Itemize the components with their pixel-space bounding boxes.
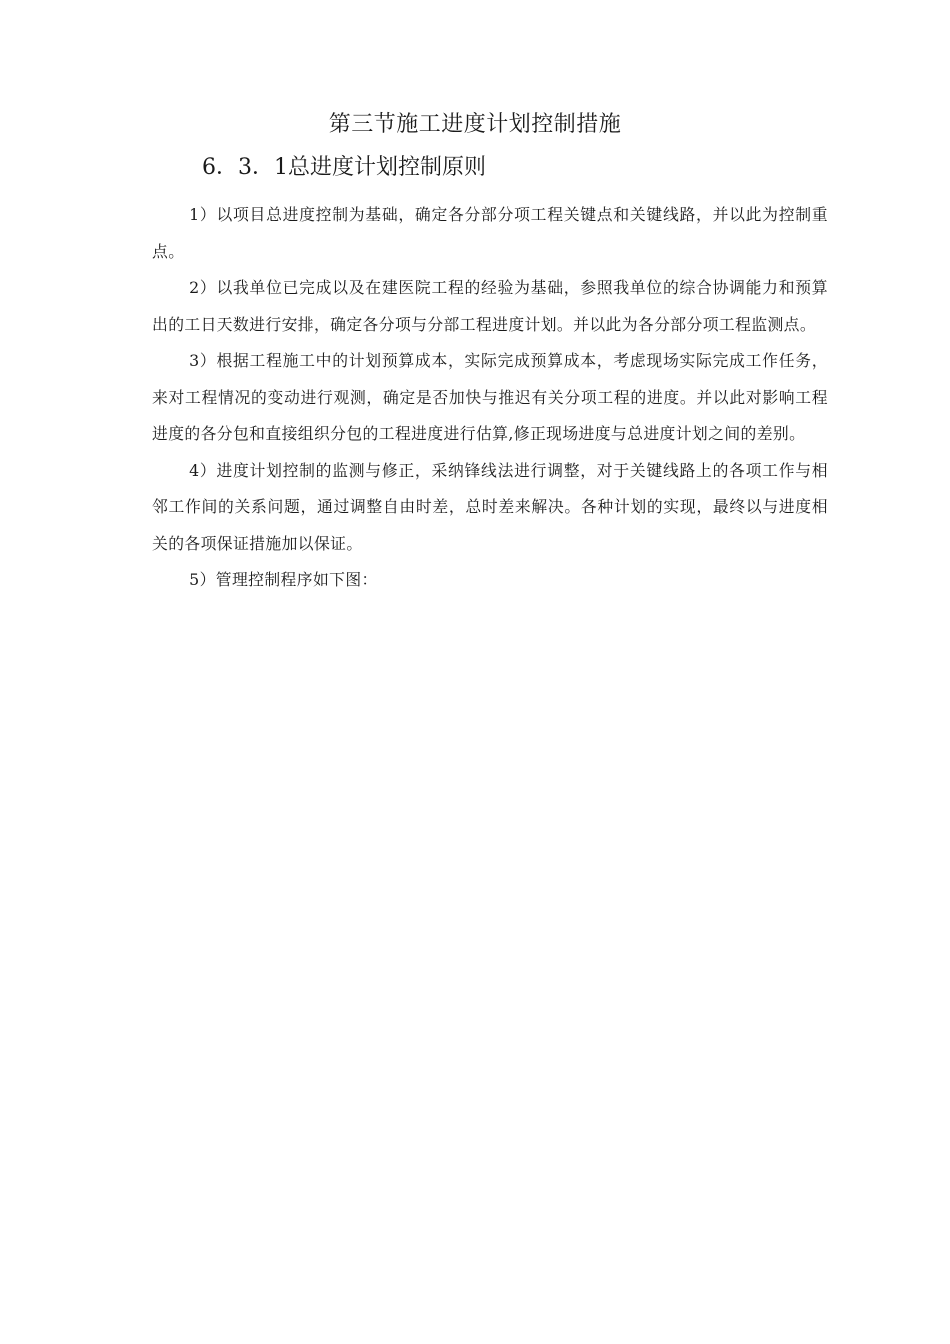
paragraph-3: 3）根据工程施工中的计划预算成本，实际完成预算成本，考虑现场实际完成工作任务，来对工程情况的变动进行观测，确定是否加快与推迟有关分项工程的进度。并以此对影响工程进度的各分包和直接组织分包的工程进度进行估算,修正现场进度与总进度计划之间的差别。 [152, 351, 828, 443]
paragraph-1: 1）以项目总进度控制为基础，确定各分部分项工程关键点和关键线路，并以此为控制重点。 [152, 205, 828, 261]
paragraph-5: 5）管理控制程序如下图： [189, 570, 378, 589]
subsection-title: 6．3．1总进度计划控制原则 [202, 155, 486, 180]
section-title: 第三节施工进度计划控制措施 [328, 112, 622, 137]
paragraph-2: 2）以我单位已完成以及在建医院工程的经验为基础，参照我单位的综合协调能力和预算出的工日天数进行安排，确定各分项与分部工程进度计划。并以此为各分部分项工程监测点。 [152, 278, 828, 334]
paragraph-4: 4）进度计划控制的监测与修正，采纳锋线法进行调整，对于关键线路上的各项工作与相邻工作间的关系问题，通过调整自由时差，总时差来解决。各种计划的实现，最终以与进度相关的各项保证措施加以保证。 [152, 460, 828, 553]
document-body [152, 197, 828, 599]
